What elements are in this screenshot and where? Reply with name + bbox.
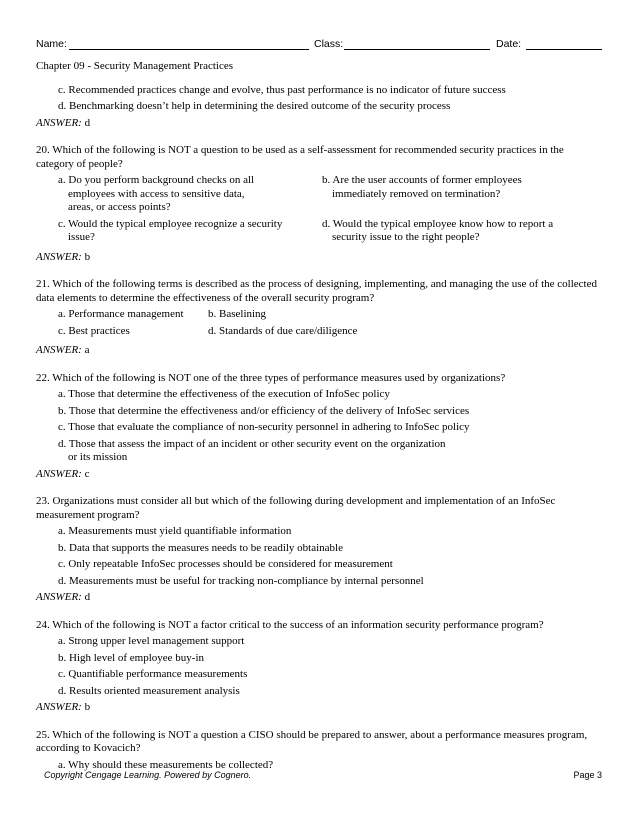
option-d: d. Measurements must be useful for tracking non-compliance by internal personnel xyxy=(58,574,424,587)
option-b-line2: immediately removed on termination? xyxy=(332,187,501,200)
class-label: Class: xyxy=(314,38,344,50)
option-d xyxy=(322,218,608,245)
option-b-line1: b. Are the user accounts of former employees xyxy=(322,174,522,186)
question-stem: 24. Which of the following is NOT a factor critical to the success of an information security performance program? xyxy=(36,618,544,631)
option-b: b. High level of employee buy-in xyxy=(58,651,205,664)
answer-value: c xyxy=(84,467,90,480)
question-22 xyxy=(36,372,602,482)
option-c: c. Best practices xyxy=(58,324,130,337)
answer-label: ANSWER: xyxy=(36,701,82,713)
option-a-line1: a. Do you perform background checks on all xyxy=(58,174,255,186)
option-c: c. Those that evaluate the compliance of non-security personnel in adhering to InfoSec policy xyxy=(58,421,470,433)
option-b xyxy=(322,174,608,215)
option-c: c. Only repeatable InfoSec processes should be considered for measurement xyxy=(58,558,393,570)
option-c: c. Quantifiable performance measurements xyxy=(58,668,248,680)
answer-line xyxy=(36,591,602,605)
option-c xyxy=(58,218,322,245)
copyright-text: Copyright Cengage Learning. Powered by Cognero. xyxy=(44,770,252,780)
answer-value: d xyxy=(84,591,91,603)
chapter-title: Chapter 09 - Security Management Practices xyxy=(36,60,234,72)
class-field-line xyxy=(344,49,490,50)
option-c-line2: issue? xyxy=(68,231,95,243)
question-24 xyxy=(36,619,602,715)
question-25 xyxy=(36,729,602,773)
option-a-line2: employees with access to sensitive data, xyxy=(68,187,245,200)
option-a xyxy=(58,174,322,215)
answer-label: ANSWER: xyxy=(36,467,82,480)
answer-value: b xyxy=(84,701,91,713)
answer-value: b xyxy=(84,250,91,263)
question-stem: 22. Which of the following is NOT one of the three types of performance measures used by organizations? xyxy=(36,371,506,384)
option-b: b. Those that determine the effectiveness and/or efficiency of the delivery of InfoSec services xyxy=(58,404,470,417)
answer-line xyxy=(36,251,602,265)
date-label: Date: xyxy=(496,38,522,50)
option-c: c. Recommended practices change and evolve, thus past performance is no indicator of future success xyxy=(58,83,506,96)
answer-label: ANSWER: xyxy=(36,116,82,129)
option-d-line1: d. Would the typical employee know how to report a xyxy=(322,217,554,230)
question-stem: 20. Which of the following is NOT a question to be used as a self-assessment for recommended security practices in the category of people? xyxy=(36,144,564,170)
option-a: a. Measurements must yield quantifiable information xyxy=(58,525,292,537)
option-b: b. Data that supports the measures needs to be readily obtainable xyxy=(58,541,343,554)
answer-label: ANSWER: xyxy=(36,250,82,263)
option-a: a. Those that determine the effectiveness of the execution of InfoSec policy xyxy=(58,388,390,400)
document-body xyxy=(36,56,602,775)
question-19 xyxy=(36,84,602,131)
option-a: a. Performance management xyxy=(58,308,184,320)
option-d-line1: d. Those that assess the impact of an incident or other security event on the organization xyxy=(58,437,446,450)
option-d xyxy=(36,438,602,465)
option-a: a. Why should these measurements be collected? xyxy=(58,758,274,771)
option-a: a. Strong upper level management support xyxy=(58,635,245,647)
question-stem: 25. Which of the following is NOT a question a CISO should be prepared to answer, about a performance measures program, according to Kovacich? xyxy=(36,728,588,754)
option-d: d. Results oriented measurement analysis xyxy=(58,684,240,697)
page-header xyxy=(36,38,602,52)
option-d-line2: or its mission xyxy=(68,451,128,463)
name-label: Name: xyxy=(36,38,67,50)
answer-value: a xyxy=(84,344,90,356)
option-d: d. Benchmarking doesn’t help in determining the desired outcome of the security process xyxy=(58,100,451,112)
page-number: Page 3 xyxy=(573,770,602,780)
answer-value: d xyxy=(84,116,91,129)
question-stem: 23. Organizations must consider all but which of the following during development and implementation of an InfoSec measurement program? xyxy=(36,495,556,521)
option-d: d. Standards of due care/diligence xyxy=(208,324,358,337)
date-field-line xyxy=(526,49,602,50)
answer-line xyxy=(36,468,602,482)
option-b: b. Baselining xyxy=(208,308,267,320)
options-grid xyxy=(36,308,602,341)
name-field-line xyxy=(69,49,309,50)
option-a-line3: areas, or access points? xyxy=(68,201,171,213)
answer-label: ANSWER: xyxy=(36,591,82,603)
answer-line xyxy=(36,701,602,715)
answer-label: ANSWER: xyxy=(36,344,82,356)
option-d-line2: security issue to the right people? xyxy=(332,231,480,243)
answer-line xyxy=(36,344,602,358)
option-c-line1: c. Would the typical employee recognize a security xyxy=(58,217,283,230)
question-20 xyxy=(36,144,602,264)
question-21 xyxy=(36,278,602,358)
question-stem: 21. Which of the following terms is described as the process of designing, implementing, and managing the use of the collected data elements to determine the effectiveness of the overall security program? xyxy=(36,278,597,304)
options-grid xyxy=(36,174,602,248)
question-23 xyxy=(36,495,602,605)
answer-line xyxy=(36,117,602,131)
